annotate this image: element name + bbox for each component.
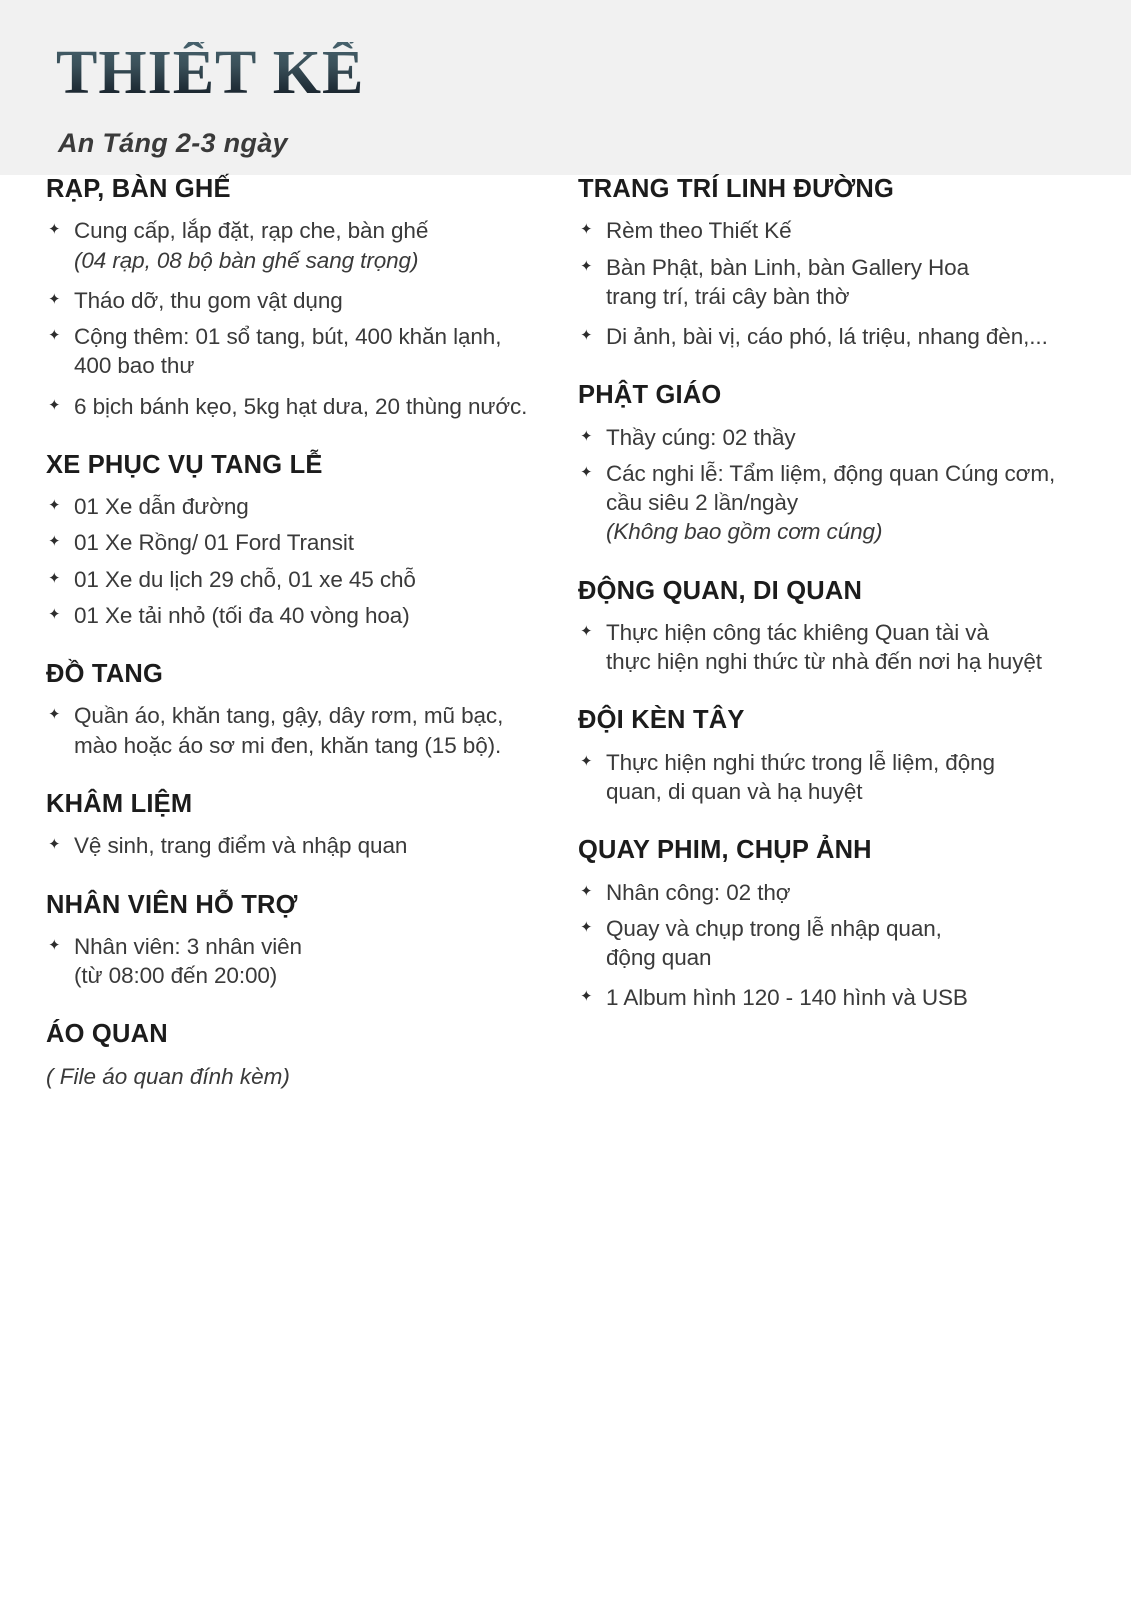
list-item-line: 6 bịch bánh kẹo, 5kg hạt dưa, 20 thùng nước.: [74, 393, 528, 419]
spacer: [46, 204, 566, 216]
list-item: [578, 423, 1090, 452]
spacer: [578, 606, 1090, 618]
star-bullet-icon: ✦: [580, 427, 593, 445]
spacer: [578, 676, 1090, 706]
list-item-line: 01 Xe Rồng/ 01 Ford Transit: [74, 530, 354, 556]
star-bullet-icon: ✦: [580, 327, 593, 345]
star-bullet-icon: ✦: [580, 752, 593, 770]
bullet-list: [578, 216, 1090, 351]
list-item-line: 400 bao thư: [74, 353, 195, 379]
right-column: [578, 175, 1090, 1013]
list-item: [578, 459, 1090, 547]
list-item: [46, 528, 566, 557]
star-bullet-icon: ✦: [48, 290, 61, 308]
section-heading: NHÂN VIÊN HỖ TRỢ: [46, 890, 298, 919]
star-bullet-icon: ✦: [580, 918, 593, 936]
list-item-line: Vệ sinh, trang điểm và nhập quan: [74, 833, 408, 859]
star-bullet-icon: ✦: [580, 882, 593, 900]
list-item-line: Các nghi lễ: Tẩm liệm, động quan Cúng cơm,: [606, 460, 1056, 486]
star-bullet-icon: ✦: [48, 497, 61, 515]
star-bullet-icon: ✦: [48, 221, 61, 239]
list-item-line: Cung cấp, lắp đặt, rạp che, bàn ghế: [74, 218, 429, 244]
content-section: [578, 381, 1090, 546]
spacer: [46, 521, 566, 528]
section-heading: TRANG TRÍ LINH ĐƯỜNG: [578, 175, 895, 203]
spacer: [46, 630, 566, 660]
star-bullet-icon: ✦: [580, 988, 593, 1006]
spacer: [46, 558, 566, 565]
section-heading: QUAY PHIM, CHỤP ẢNH: [578, 836, 872, 865]
list-item-line: thực hiện nghi thức từ nhà đến nơi hạ huyệt: [606, 649, 1042, 675]
section-heading: PHẬT GIÁO: [578, 381, 722, 410]
bullet-list: [46, 492, 566, 630]
list-item: [46, 601, 566, 630]
star-bullet-icon: ✦: [580, 221, 593, 239]
list-item: [578, 914, 1090, 973]
list-item-line: Nhân viên: 3 nhân viên: [74, 933, 302, 959]
left-column: [46, 175, 566, 1091]
star-bullet-icon: ✦: [48, 569, 61, 587]
list-item-line: 01 Xe tải nhỏ (tối đa 40 vòng hoa): [74, 602, 410, 628]
spacer: [578, 411, 1090, 423]
content-section: [46, 660, 566, 760]
spacer: [578, 246, 1090, 253]
list-item: [46, 932, 566, 991]
star-bullet-icon: ✦: [580, 622, 593, 640]
spacer: [46, 920, 566, 932]
section-heading: KHÂM LIỆM: [46, 789, 193, 818]
bullet-list: [578, 878, 1090, 1013]
content-section: [578, 175, 1090, 351]
section-heading: ĐỘI KÈN TÂY: [578, 706, 745, 735]
list-item-line: mào hoặc áo sơ mi đen, khăn tang (15 bộ).: [74, 732, 502, 758]
spacer: [46, 275, 566, 286]
section-note: ( File áo quan đính kèm): [46, 1063, 290, 1089]
list-item: [578, 748, 1090, 807]
list-item-line: quan, di quan và hạ huyệt: [606, 779, 863, 804]
content-section: [46, 451, 566, 630]
star-bullet-icon: ✦: [48, 936, 61, 954]
spacer: [46, 421, 566, 451]
bullet-list: [46, 831, 566, 860]
spacer: [578, 866, 1090, 878]
section-heading: ÁO QUAN: [46, 1020, 168, 1049]
list-item-line: Di ảnh, bài vị, cáo phó, lá triệu, nhang đèn,...: [606, 324, 1048, 350]
list-item-line: Nhân công: 02 thợ: [606, 879, 791, 905]
list-item: [46, 392, 566, 421]
star-bullet-icon: ✦: [48, 327, 61, 345]
list-item: [578, 983, 1090, 1012]
list-item-line: Cộng thêm: 01 sổ tang, bút, 400 khăn lạnh,: [74, 324, 502, 350]
page-title: THIẾT KẾ: [56, 39, 365, 107]
list-item: [46, 492, 566, 521]
spacer: [46, 689, 566, 701]
star-bullet-icon: ✦: [48, 836, 61, 854]
header-band: [0, 0, 1131, 175]
spacer: [578, 452, 1090, 459]
content-section: [46, 1020, 566, 1091]
spacer: [578, 351, 1090, 381]
spacer: [578, 311, 1090, 322]
section-heading: ĐỘNG QUAN, DI QUAN: [578, 576, 863, 605]
spacer: [578, 806, 1090, 836]
list-item-line: Thực hiện công tác khiêng Quan tài và: [606, 619, 989, 645]
list-item: [46, 565, 566, 594]
star-bullet-icon: ✦: [48, 605, 61, 623]
list-item-line: Thực hiện nghi thức trong lễ liệm, động: [606, 749, 995, 775]
list-item-line: 1 Album hình 120 - 140 hình và USB: [606, 985, 968, 1011]
list-item: [46, 322, 566, 381]
spacer: [578, 204, 1090, 216]
list-item-line: Rèm theo Thiết Kế: [606, 218, 792, 244]
star-bullet-icon: ✦: [580, 463, 593, 481]
content-section: [578, 577, 1090, 677]
spacer: [46, 381, 566, 392]
list-item-line: Bàn Phật, bàn Linh, bàn Gallery Hoa: [606, 254, 969, 280]
bullet-list: [46, 701, 566, 760]
list-item: [46, 286, 566, 315]
list-item: [46, 701, 566, 760]
spacer: [578, 907, 1090, 914]
spacer: [46, 760, 566, 790]
list-item: [46, 831, 566, 860]
list-item: [578, 618, 1090, 677]
list-item-line: trang trí, trái cây bàn thờ: [606, 283, 850, 309]
star-bullet-icon: ✦: [580, 257, 593, 275]
section-heading: RẠP, BÀN GHẾ: [46, 175, 231, 203]
section-heading: XE PHỤC VỤ TANG LỄ: [46, 450, 323, 479]
list-item: [46, 216, 566, 275]
bullet-list: [578, 618, 1090, 677]
list-item-line: 01 Xe du lịch 29 chỗ, 01 xe 45 chỗ: [74, 566, 416, 592]
list-item-line: Thầy cúng: 02 thầy: [606, 424, 796, 450]
list-item-line: Quay và chụp trong lễ nhập quan,: [606, 915, 942, 941]
spacer: [46, 990, 566, 1020]
spacer: [46, 480, 566, 492]
bullet-list: [46, 932, 566, 991]
content-section: [46, 790, 566, 861]
page-subtitle: An Táng 2-3 ngày: [58, 128, 288, 158]
bullet-list: [46, 216, 566, 421]
spacer: [46, 861, 566, 891]
content-section: [46, 175, 566, 421]
list-item-note: (Không bao gồm cơm cúng): [606, 519, 883, 545]
list-item-line: (từ 08:00 đến 20:00): [74, 963, 278, 989]
spacer: [578, 972, 1090, 983]
list-item: [578, 253, 1090, 312]
star-bullet-icon: ✦: [48, 706, 61, 724]
section-heading: ĐỒ TANG: [46, 660, 164, 689]
bullet-list: [578, 423, 1090, 547]
list-item-note: (04 rạp, 08 bộ bàn ghế sang trọng): [74, 247, 419, 273]
list-item-line: Tháo dỡ, thu gom vật dụng: [74, 287, 343, 313]
spacer: [578, 736, 1090, 748]
list-item-line: cầu siêu 2 lần/ngày: [606, 490, 798, 516]
spacer: [46, 315, 566, 322]
list-item-line: 01 Xe dẫn đường: [74, 494, 249, 520]
spacer: [46, 1050, 566, 1062]
content-section: [578, 836, 1090, 1012]
list-item: [578, 216, 1090, 245]
spacer: [46, 819, 566, 831]
spacer: [578, 547, 1090, 577]
bullet-list: [578, 748, 1090, 807]
content-section: [578, 706, 1090, 806]
star-bullet-icon: ✦: [48, 533, 61, 551]
spacer: [46, 594, 566, 601]
list-item: [578, 322, 1090, 351]
list-item-line: Quần áo, khăn tang, gậy, dây rơm, mũ bạc,: [74, 703, 504, 729]
list-item: [578, 878, 1090, 907]
star-bullet-icon: ✦: [48, 396, 61, 414]
content-section: [46, 891, 566, 991]
list-item-line: động quan: [606, 945, 712, 971]
